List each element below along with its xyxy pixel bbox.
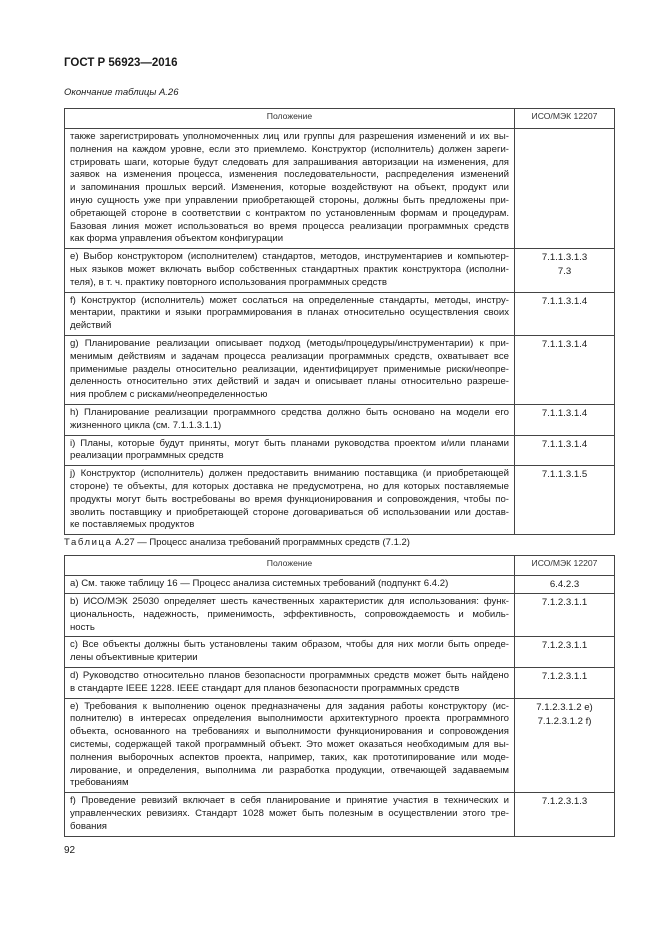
iso-reference: 7.1.2.3.1.1 [541, 597, 588, 608]
iso-reference: 7.1.2.3.1.2 e) [536, 701, 593, 713]
position-text-line: h) Планирование реализации программного средства должно быть основано на модели его [70, 406, 509, 418]
column-header-position: Положение [65, 109, 515, 129]
position-cell [65, 576, 515, 594]
position-cell [65, 793, 515, 836]
position-text-line: полнения выборочных аспектов проекта, например, таких, как прототипирование или моде- [70, 751, 509, 763]
table-row [65, 576, 615, 594]
position-text-line: i) Планы, которые будут приняты, могут быть планами руководства проектом и/или планами [70, 437, 509, 449]
iso-reference-cell [515, 793, 615, 836]
table-caption-prefix: Таблица [64, 537, 113, 548]
position-text-line: жизненного цикла (см. 7.1.1.3.1.1) [70, 419, 222, 431]
position-text-line: объекта, основанного на требованиях и выполнимости функционирования и сопровождения [70, 726, 509, 738]
position-text-line: лирование, и определения, выполнима ли разработка продукции, отвечающей задаваемым [70, 764, 509, 776]
table-row [65, 466, 615, 535]
position-text-line: лены объективные критерии [70, 652, 198, 664]
page-number: 92 [64, 845, 76, 856]
position-text-line: продукты могут быть востребованы во время функционирования и сопровождения, чтобы по- [70, 493, 509, 505]
position-text-line: иную сущность уже при управлении приобретающей стороны, должны быть предложены при- [70, 194, 509, 206]
table-row [65, 594, 615, 637]
table-row [65, 698, 615, 793]
iso-reference-cell [515, 594, 615, 637]
position-text-line: полнителю) в интересах определения выполнимости архитектурного проекта программного [70, 713, 509, 725]
table-caption [64, 537, 410, 548]
column-header-iso: ИСО/МЭК 12207 [515, 556, 615, 576]
position-text-line: ке поставляемых продуктов [70, 519, 195, 531]
iso-reference: 7.1.1.3.1.3 [541, 252, 588, 264]
iso-reference-cell [515, 698, 615, 793]
position-text-line: заявок на изменения процесса, изменения последовательности, распределения изменений [70, 169, 509, 181]
position-cell [65, 129, 515, 249]
position-text-line: действий [70, 320, 112, 332]
table-header-row [65, 556, 615, 576]
table-caption-text: А.27 — Процесс анализа требований программных средств (7.1.2) [115, 537, 410, 548]
iso-reference: 7.1.2.3.1.1 [541, 640, 588, 652]
position-text-line: бования [70, 820, 108, 832]
position-text-line: g) Планирование реализации описывает подход (методы/процедуры/инструментарии) к при- [70, 337, 509, 349]
position-cell [65, 404, 515, 435]
position-cell [65, 466, 515, 535]
iso-reference-cell [515, 249, 615, 292]
position-text-line: требованиям [70, 777, 129, 789]
table-row [65, 292, 615, 335]
position-text-line: a) См. также таблицу 16 — Процесс анализа системных требований (подпункт 6.4.2) [70, 578, 449, 589]
iso-reference: 7.1.2.3.1.3 [541, 796, 588, 808]
iso-reference: 7.1.1.3.1.4 [541, 295, 588, 307]
iso-reference: 7.1.1.3.1.4 [541, 407, 588, 419]
iso-reference-cell [515, 404, 615, 435]
position-text-line: c) Все объекты должны быть установлены таким образом, чтобы для них могли быть опреде- [70, 639, 509, 651]
position-text-line: зволить поставщику и приобретающей стороне договариваться об использовании или достав- [70, 506, 509, 518]
position-text-line: e) Требования к выполнению оценок предназначены для задания работы конструктору (ис- [70, 700, 509, 712]
position-text-line: деленность относительно этих действий и задач и описывает планы относительно разреше- [70, 376, 509, 388]
iso-reference-cell [515, 435, 615, 466]
iso-reference-cell [515, 292, 615, 335]
iso-reference: 7.1.2.3.1.2 f) [537, 715, 592, 727]
position-cell [65, 292, 515, 335]
position-text-line: ментарии, практики и языки программирования в планах относительно осуществления своих [70, 307, 509, 319]
table-continuation-label: Окончание таблицы А.26 [64, 87, 179, 98]
table-a27 [64, 555, 615, 837]
table-a26 [64, 108, 615, 535]
position-text-line: d) Руководство относительно планов безопасности программных средств может быть найдено [70, 669, 509, 681]
table-header-row [65, 109, 615, 129]
position-cell [65, 435, 515, 466]
position-text-line: стрировать шаги, которые будут следовать для запрашивания авторизации на изменения, для [70, 156, 509, 168]
position-text-line: также зарегистрировать уполномоченных лиц или группы для разрешения изменений и их вы- [70, 131, 509, 142]
position-cell [65, 698, 515, 793]
iso-reference-cell [515, 129, 615, 249]
position-text-line: f) Проведение ревизий включает в себя планирование и принятие участия в технических и [70, 795, 509, 807]
position-text-line: f) Конструктор (исполнитель) может сослаться на определенные стандарты, методы, инстру- [70, 294, 509, 306]
table-row [65, 793, 615, 836]
table-row [65, 129, 615, 249]
position-text-line: применимые разделы относительно реализации, идентифицирует применимые риски/неопре- [70, 363, 509, 375]
position-text-line: менимым действиям и задачам процесса реализации программных средств, охватывает все [70, 350, 509, 362]
table-row [65, 404, 615, 435]
position-text-line: e) Выбор конструктором (исполнителем) стандартов, методов, инструментариев и компьютер- [70, 251, 509, 263]
position-cell [65, 667, 515, 698]
position-text-line: реализации программных средств [70, 450, 224, 462]
column-header-iso: ИСО/МЭК 12207 [515, 109, 615, 129]
position-text-line: j) Конструктор (исполнитель) должен предоставить вниманию поставщика (и приобретающей [70, 468, 509, 480]
position-cell [65, 594, 515, 637]
position-text-line: ность [70, 621, 95, 633]
position-text-line: системы, содержащей такой программный объект. Это может оказаться необходимым для вы- [70, 738, 509, 750]
position-text-line: теля), в т. ч. практику повторного использования программных средств [70, 276, 387, 288]
position-cell [65, 637, 515, 668]
table-row [65, 667, 615, 698]
position-text-line: в стандарте IEEE 1228. IEEE стандарт для планов безопасности программных средств [70, 682, 460, 694]
position-text-line: ных языков может включать выбор собственных стандартных практик конструктора (исполни- [70, 263, 509, 275]
table-row [65, 335, 615, 404]
position-text-line: циональность, надежность, применимость, эффективность, сопровождаемость и мобиль- [70, 608, 509, 620]
iso-reference-cell [515, 637, 615, 668]
iso-reference-cell [515, 335, 615, 404]
table-row [65, 249, 615, 292]
iso-reference: 7.1.1.3.1.4 [541, 438, 588, 450]
iso-reference: 7.1.1.3.1.4 [541, 338, 588, 350]
position-text-line: управленческих ревизиях. Стандарт 1028 может быть полезным в осуществлении этого тре- [70, 807, 509, 819]
position-text-line: ния проблем с рисками/неопределенностью [70, 389, 268, 401]
column-header-position: Положение [65, 556, 515, 576]
iso-reference-cell [515, 576, 615, 594]
iso-reference: 7.3 [557, 266, 572, 278]
table-row [65, 435, 615, 466]
iso-reference-cell [515, 667, 615, 698]
iso-reference: 7.1.1.3.1.5 [541, 469, 588, 481]
position-text-line: стороне) те объекты, для которых доставка не предусмотрена, но для которых поставляемые [70, 480, 509, 492]
iso-reference: 7.1.2.3.1.1 [541, 670, 588, 682]
position-cell [65, 335, 515, 404]
position-text-line: обретающей стороне в соответствии с контрактом по установленным формам и процедурам. [70, 207, 509, 219]
position-text-line: полнения на каждом уровне, если это приемлемо. Конструктор (исполнитель) должен зареги- [70, 143, 509, 155]
iso-reference-cell [515, 466, 615, 535]
document-title: ГОСТ Р 56923—2016 [64, 57, 178, 69]
position-text-line: как форма управления объектом конфигурации [70, 233, 284, 245]
position-text-line: и запоминания прошлых версий. Изменения, которые воздействуют на объект, продукт или [70, 182, 509, 194]
position-cell [65, 249, 515, 292]
position-text-line: b) ИСО/МЭК 25030 определяет шесть качественных характеристик для использования: функ- [70, 596, 509, 607]
iso-reference: 6.4.2.3 [549, 579, 580, 590]
table-row [65, 637, 615, 668]
position-text-line: Базовая линия может использоваться во время процесса реализации программных средств [70, 220, 509, 232]
